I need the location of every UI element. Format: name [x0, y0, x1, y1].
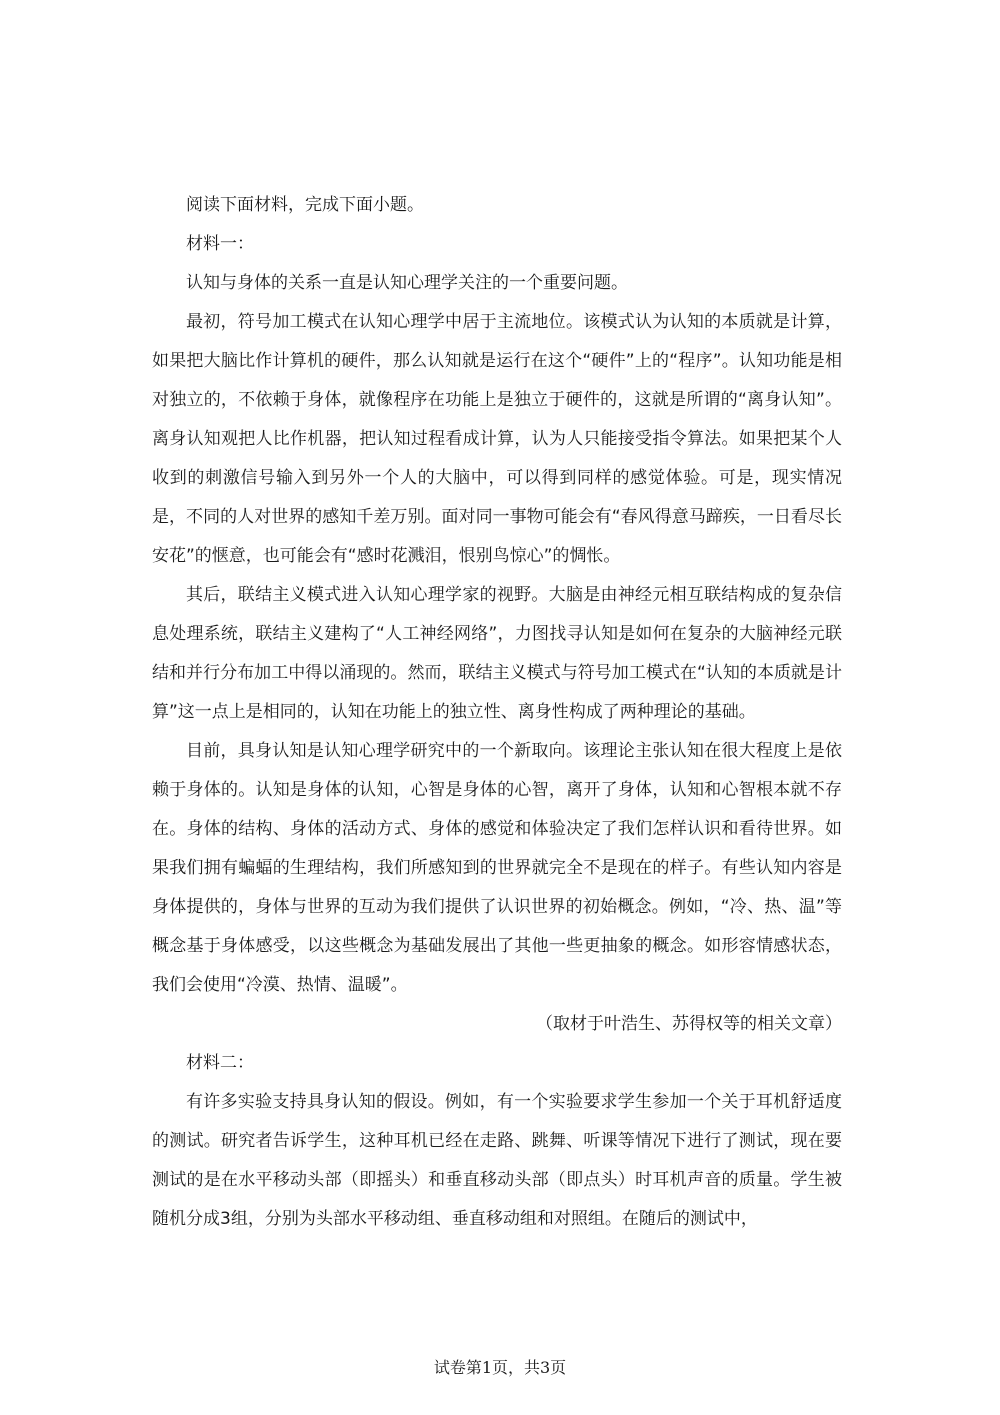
paragraph-symbolic-processing: 最初，符号加工模式在认知心理学中居于主流地位。该模式认为认知的本质就是计算，如果把大脑比作计算机的硬件，那么认知就是运行在这个“硬件”上的“程序”。认知功能是相对独立的，不依赖于身体，就像程序在功能上是独立于硬件的，这就是所谓的“离身认知”。离身认知观把人比作机器，把认知过程看成计算，认为人只能接受指令算法。如果把某个人收到的刺激信号输入到另外一个人的大脑中，可以得到同样的感觉体验。可是，现实情况是，不同的人对世界的感知千差万别。面对同一事物可能会有“春风得意马蹄疾，一日看尽长安花”的惬意，也可能会有“感时花溅泪，恨别鸟惊心”的惆怅。: [152, 312, 842, 566]
reading-passage: [152, 186, 842, 1239]
paragraph-intro: 认知与身体的关系一直是认知心理学关注的一个重要问题。: [186, 273, 628, 293]
material-two-heading: 材料二：: [186, 1053, 254, 1073]
page-number-footer: 试卷第1页，共3页: [433, 1358, 567, 1377]
instruction-text: 阅读下面材料，完成下面小题。: [186, 195, 424, 215]
paragraph-embodied-cognition: 目前，具身认知是认知心理学研究中的一个新取向。该理论主张认知在很大程度上是依赖于身体的。认知是身体的认知，心智是身体的心智，离开了身体，认知和心智根本就不存在。身体的结构、身体的活动方式、身体的感觉和体验决定了我们怎样认识和看待世界。如果我们拥有蝙蝠的生理结构，我们所感知到的世界就完全不是现在的样子。有些认知内容是身体提供的，身体与世界的互动为我们提供了认识世界的初始概念。例如，“冷、热、温”等概念基于身体感受，以这些概念为基础发展出了其他一些更抽象的概念。如形容情感状态，我们会使用“冷漠、热情、温暖”。: [152, 741, 842, 995]
source-citation: （取材于叶浩生、苏得权等的相关文章）: [536, 1014, 842, 1034]
paragraph-experiment: 有许多实验支持具身认知的假设。例如，有一个实验要求学生参加一个关于耳机舒适度的测试。研究者告诉学生，这种耳机已经在走路、跳舞、听课等情况下进行了测试，现在要测试的是在水平移动头部（即摇头）和垂直移动头部（即点头）时耳机声音的质量。学生被随机分成3组，分别为头部水平移动组、垂直移动组和对照组。在随后的测试中，: [152, 1092, 842, 1229]
material-one-heading: 材料一：: [186, 234, 254, 254]
paragraph-connectionism: 其后，联结主义模式进入认知心理学家的视野。大脑是由神经元相互联结构成的复杂信息处理系统，联结主义建构了“人工神经网络”，力图找寻认知是如何在复杂的大脑神经元联结和并行分布加工中得以涌现的。然而，联结主义模式与符号加工模式在“认知的本质就是计算”这一点上是相同的，认知在功能上的独立性、离身性构成了两种理论的基础。: [152, 585, 842, 722]
